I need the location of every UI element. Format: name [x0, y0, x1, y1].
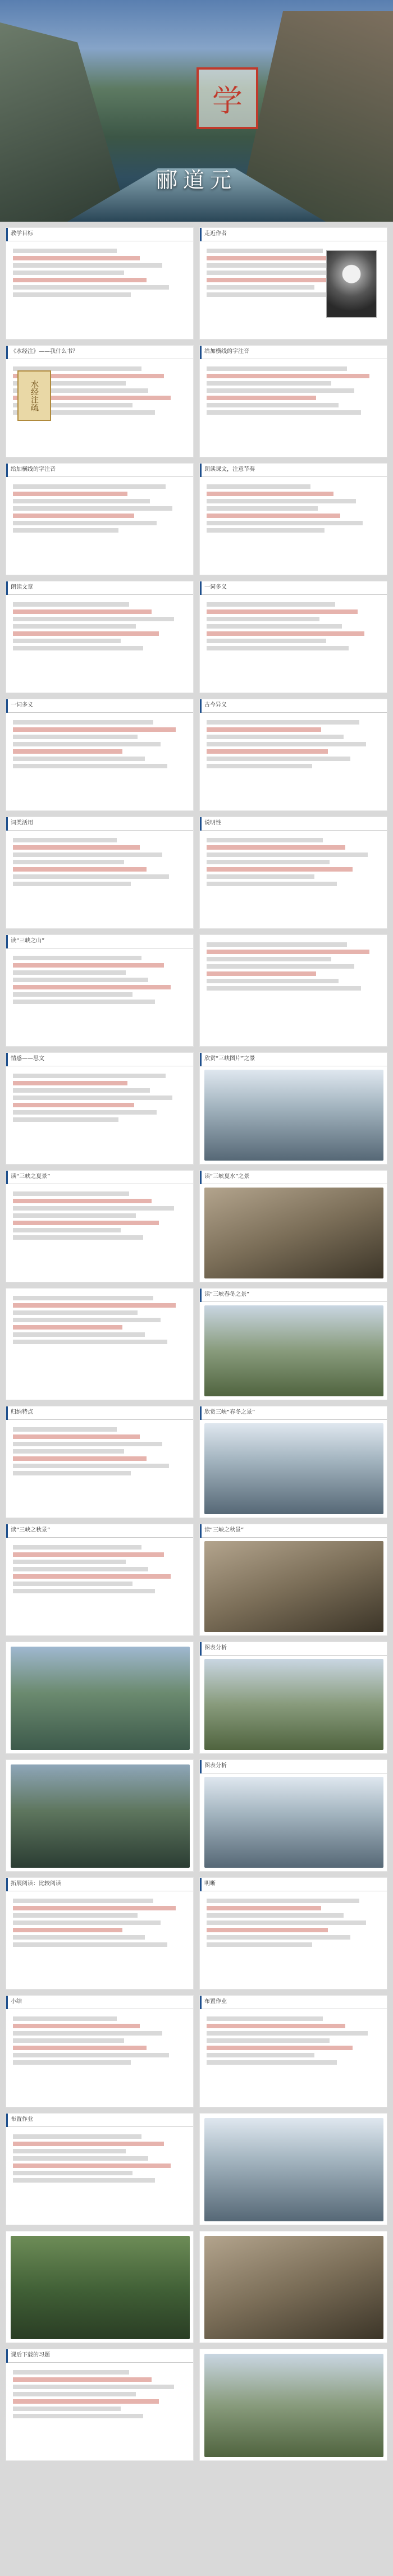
slide-title: 布置作业 — [6, 2114, 193, 2127]
text-line — [13, 1117, 118, 1122]
text-line — [207, 271, 330, 275]
text-line — [13, 1332, 145, 1337]
text-line — [13, 2024, 140, 2028]
slide-body — [6, 1420, 193, 1483]
slide-title: 明晰 — [200, 1878, 387, 1891]
slide-photo — [204, 1777, 383, 1868]
slide-28 — [199, 1759, 387, 1872]
text-line — [13, 742, 161, 746]
text-line — [207, 882, 337, 886]
text-line — [207, 979, 339, 983]
text-line — [207, 396, 316, 400]
slide-25 — [6, 1642, 194, 1754]
slide-body — [6, 831, 193, 893]
slide-photo — [204, 2236, 383, 2339]
slide-title: 欣赏“三峡图片”之景 — [200, 1053, 387, 1066]
text-line — [13, 256, 140, 260]
text-line — [207, 617, 319, 621]
text-line — [207, 867, 353, 872]
slide-title: 读“三峡之山” — [6, 935, 193, 948]
slide-title: 读“三峡之秋景” — [6, 1524, 193, 1538]
text-line — [207, 381, 331, 386]
slide-body — [6, 241, 193, 304]
text-line — [13, 1442, 162, 1446]
text-line — [13, 1235, 143, 1240]
text-line — [13, 2385, 174, 2389]
text-line — [13, 1221, 159, 1225]
slide-title: 给加横线的字注音 — [6, 464, 193, 477]
slide-body — [200, 359, 387, 422]
text-line — [207, 845, 345, 850]
text-line — [13, 2031, 162, 2036]
text-line — [207, 521, 363, 525]
text-line — [13, 985, 171, 989]
slide-body — [6, 1289, 193, 1351]
text-line — [207, 403, 339, 407]
text-line — [207, 249, 323, 253]
text-line — [13, 1096, 172, 1100]
slide-title: 读“三峡之秋景” — [200, 1524, 387, 1538]
text-line — [207, 749, 328, 754]
text-line — [207, 646, 349, 650]
slide-photo — [204, 1541, 383, 1632]
slide-photo — [204, 1659, 383, 1750]
text-line — [13, 1471, 131, 1475]
slide-photo — [204, 2354, 383, 2457]
text-line — [13, 1449, 124, 1454]
text-line — [13, 970, 126, 975]
cover-slide — [0, 0, 393, 222]
text-line — [207, 256, 345, 260]
text-line — [13, 749, 122, 754]
slide-17 — [6, 1170, 194, 1282]
text-line — [13, 2399, 159, 2404]
text-line — [13, 2060, 131, 2065]
slide-12 — [199, 817, 387, 929]
slide-20 — [199, 1288, 387, 1400]
slide-4 — [199, 345, 387, 457]
text-line — [13, 735, 138, 739]
text-line — [13, 727, 176, 732]
text-line — [13, 624, 136, 629]
slide-21 — [6, 1406, 194, 1518]
slide-title: 走近作者 — [200, 228, 387, 241]
text-line — [207, 757, 350, 761]
text-line — [207, 2024, 345, 2028]
text-line — [13, 1574, 171, 1579]
text-line — [207, 971, 316, 976]
text-line — [13, 1199, 152, 1203]
text-line — [207, 492, 333, 496]
slide-title: 一词多义 — [200, 581, 387, 595]
slide-35 — [6, 2231, 194, 2343]
text-line — [207, 602, 335, 607]
slide-body — [200, 595, 387, 658]
author-portrait — [326, 250, 377, 318]
text-line — [13, 1296, 153, 1300]
text-line — [207, 631, 364, 636]
slide-photo — [204, 1070, 383, 1161]
text-line — [13, 845, 140, 850]
slide-title: 图表分析 — [200, 1760, 387, 1773]
text-line — [207, 1920, 366, 1925]
text-line — [13, 956, 141, 960]
slide-title: 小结 — [6, 1996, 193, 2009]
text-line — [207, 410, 361, 415]
slide-24 — [199, 1524, 387, 1636]
slide-32 — [199, 1995, 387, 2107]
slide-title: 《水经注》——我什么书？ — [6, 346, 193, 359]
slide-body — [6, 1538, 193, 1601]
text-line — [13, 1935, 145, 1940]
text-line — [13, 285, 169, 290]
slide-26 — [199, 1642, 387, 1754]
slide-photo — [204, 1305, 383, 1396]
slide-23 — [6, 1524, 194, 1636]
slide-16 — [199, 1052, 387, 1165]
text-line — [207, 2060, 337, 2065]
text-line — [13, 2149, 126, 2153]
text-line — [13, 2156, 148, 2161]
slide-photo — [204, 1423, 383, 1514]
text-line — [13, 1942, 167, 1947]
text-line — [13, 2392, 136, 2396]
slide-title: 图表分析 — [200, 1642, 387, 1656]
slide-body — [200, 2009, 387, 2072]
text-line — [13, 1303, 176, 1308]
text-line — [207, 514, 340, 518]
text-line — [13, 1582, 132, 1586]
text-line — [207, 374, 369, 378]
text-line — [207, 388, 354, 393]
text-line — [13, 1074, 166, 1078]
text-line — [13, 2407, 121, 2411]
text-line — [13, 484, 166, 489]
cover-seal — [168, 62, 286, 135]
text-line — [207, 1942, 312, 1947]
slide-29 — [6, 1877, 194, 1990]
text-line — [207, 874, 314, 879]
slide-18 — [199, 1170, 387, 1282]
slide-8 — [199, 581, 387, 693]
text-line — [13, 1191, 129, 1196]
text-line — [207, 2046, 353, 2050]
text-line — [207, 860, 330, 864]
text-line — [13, 1552, 164, 1557]
text-line — [13, 249, 117, 253]
slide-6 — [199, 463, 387, 575]
text-line — [13, 757, 145, 761]
text-line — [13, 1081, 127, 1085]
text-line — [13, 278, 147, 282]
text-line — [13, 978, 148, 982]
slide-title: 读“三峡春冬之景” — [200, 1289, 387, 1302]
slide-title: 读“三峡之夏景” — [6, 1171, 193, 1184]
text-line — [207, 484, 310, 489]
slide-33 — [6, 2113, 194, 2225]
slide-1 — [6, 227, 194, 340]
text-line — [13, 1228, 121, 1232]
text-line — [13, 1434, 140, 1439]
slide-photo — [204, 2118, 383, 2221]
text-line — [207, 2053, 314, 2057]
slide-15 — [6, 1052, 194, 1165]
text-line — [13, 720, 153, 725]
text-line — [13, 521, 157, 525]
slide-title: 归纳特点 — [6, 1406, 193, 1420]
slide-body — [200, 477, 387, 540]
slide-body — [6, 1066, 193, 1129]
text-line — [13, 2164, 171, 2168]
slide-3 — [6, 345, 194, 457]
text-line — [13, 514, 134, 518]
slide-5 — [6, 463, 194, 575]
text-line — [13, 860, 124, 864]
slide-10 — [199, 699, 387, 811]
slide-body — [6, 2127, 193, 2190]
text-line — [207, 742, 366, 746]
text-line — [207, 720, 359, 725]
slide-body — [200, 713, 387, 776]
slide-photo — [204, 1188, 383, 1278]
text-line — [13, 1110, 157, 1115]
text-line — [207, 506, 318, 511]
text-line — [13, 2053, 169, 2057]
text-line — [207, 285, 314, 290]
text-line — [13, 1103, 134, 1107]
text-line — [13, 1340, 167, 1344]
text-line — [13, 1325, 122, 1330]
text-line — [13, 1899, 153, 1903]
slide-19 — [6, 1288, 194, 1400]
text-line — [13, 1920, 161, 1925]
text-line — [207, 609, 358, 614]
text-line — [13, 646, 143, 650]
slide-title: 朗读文章 — [6, 581, 193, 595]
slide-body — [6, 477, 193, 540]
text-line — [13, 2171, 132, 2175]
cover-seal-text: 学 — [196, 67, 258, 129]
text-line — [207, 2038, 330, 2043]
slide-31 — [6, 1995, 194, 2107]
text-line — [13, 963, 164, 968]
slide-2 — [199, 227, 387, 340]
slide-title: 教学目标 — [6, 228, 193, 241]
text-line — [13, 271, 124, 275]
slide-title: 词类活用 — [6, 817, 193, 831]
slide-title: 古今异义 — [200, 699, 387, 713]
slide-photo — [11, 1647, 190, 1750]
slide-7 — [6, 581, 194, 693]
text-line — [13, 992, 132, 997]
text-line — [13, 617, 174, 621]
slide-27 — [6, 1759, 194, 1872]
text-line — [13, 639, 121, 643]
text-line — [13, 764, 167, 768]
text-line — [13, 2016, 117, 2021]
text-line — [207, 957, 331, 961]
slide-36 — [199, 2231, 387, 2343]
text-line — [13, 492, 127, 496]
text-line — [207, 1899, 359, 1903]
text-line — [207, 1928, 328, 1932]
cover-title: 郦道元 — [156, 168, 237, 192]
slide-30 — [199, 1877, 387, 1990]
slide-photo — [11, 2236, 190, 2339]
slide-9 — [6, 699, 194, 811]
text-line — [13, 1456, 147, 1461]
text-line — [207, 942, 347, 947]
slide-body — [200, 831, 387, 893]
slide-body — [6, 595, 193, 658]
slide-title: 读“三峡夏水”之景 — [200, 1171, 387, 1184]
text-line — [207, 366, 347, 371]
book-cover: 水经注疏 — [17, 370, 51, 421]
slide-body — [6, 1891, 193, 1954]
slide-title: 情感——思文 — [6, 1053, 193, 1066]
text-line — [13, 874, 169, 879]
text-line — [13, 1464, 169, 1468]
slide-title: 拓展阅读：比较阅读 — [6, 1878, 193, 1891]
slide-body — [6, 948, 193, 1011]
text-line — [207, 624, 342, 629]
text-line — [13, 882, 131, 886]
slide-title: 课后下载的习题 — [6, 2349, 193, 2363]
text-line — [13, 838, 117, 842]
text-line — [13, 609, 152, 614]
text-line — [13, 2038, 124, 2043]
slide-body — [6, 713, 193, 776]
slide-title: 说明性 — [200, 817, 387, 831]
text-line — [13, 2046, 147, 2050]
text-line — [13, 1560, 126, 1564]
text-line — [13, 631, 159, 636]
text-line — [207, 499, 356, 503]
text-line — [13, 292, 131, 297]
text-line — [13, 506, 172, 511]
text-line — [207, 764, 312, 768]
text-line — [13, 1567, 148, 1571]
text-line — [13, 1206, 174, 1211]
text-line — [13, 2142, 164, 2146]
text-line — [13, 1088, 150, 1093]
text-line — [13, 2414, 143, 2418]
slide-title: 一词多义 — [6, 699, 193, 713]
slide-body — [200, 935, 387, 998]
text-line — [207, 292, 337, 297]
text-line — [13, 1310, 138, 1315]
slide-body — [200, 1891, 387, 1954]
text-line — [13, 528, 118, 533]
text-line — [13, 2134, 141, 2139]
text-line — [13, 1000, 155, 1004]
text-line — [207, 1935, 350, 1940]
text-line — [207, 950, 369, 954]
text-line — [13, 2178, 155, 2183]
text-line — [13, 1213, 136, 1218]
text-line — [207, 852, 368, 857]
text-line — [13, 2377, 152, 2382]
text-line — [207, 727, 321, 732]
text-line — [13, 602, 129, 607]
text-line — [207, 2031, 368, 2036]
text-line — [207, 838, 323, 842]
text-line — [207, 528, 325, 533]
text-line — [13, 867, 147, 872]
slide-body — [6, 2009, 193, 2072]
slide-title: 欣赏三峡“春冬之景” — [200, 1406, 387, 1420]
text-line — [13, 852, 162, 857]
text-line — [13, 1318, 161, 1322]
text-line — [207, 735, 344, 739]
text-line — [207, 986, 361, 991]
slide-title: 布置作业 — [200, 1996, 387, 2009]
slide-22 — [199, 1406, 387, 1518]
text-line — [13, 1913, 138, 1918]
text-line — [207, 639, 326, 643]
text-line — [207, 964, 354, 969]
text-line — [207, 2016, 323, 2021]
text-line — [13, 499, 150, 503]
slide-body — [6, 2363, 193, 2426]
slide-13 — [6, 934, 194, 1047]
slide-title: 给加横线的字注音 — [200, 346, 387, 359]
slide-title: 朗读课文，注意节奏 — [200, 464, 387, 477]
text-line — [207, 1913, 344, 1918]
text-line — [13, 1928, 122, 1932]
slide-11 — [6, 817, 194, 929]
text-line — [13, 263, 162, 268]
text-line — [13, 2370, 129, 2375]
text-line — [13, 1545, 141, 1550]
slide-37 — [6, 2349, 194, 2461]
slide-14 — [199, 934, 387, 1047]
slide-34 — [199, 2113, 387, 2225]
text-line — [13, 1589, 155, 1593]
text-line — [207, 1906, 321, 1910]
text-line — [13, 1906, 176, 1910]
slide-photo — [11, 1764, 190, 1868]
slide-body — [6, 1184, 193, 1247]
text-line — [13, 1427, 117, 1432]
slide-38 — [199, 2349, 387, 2461]
